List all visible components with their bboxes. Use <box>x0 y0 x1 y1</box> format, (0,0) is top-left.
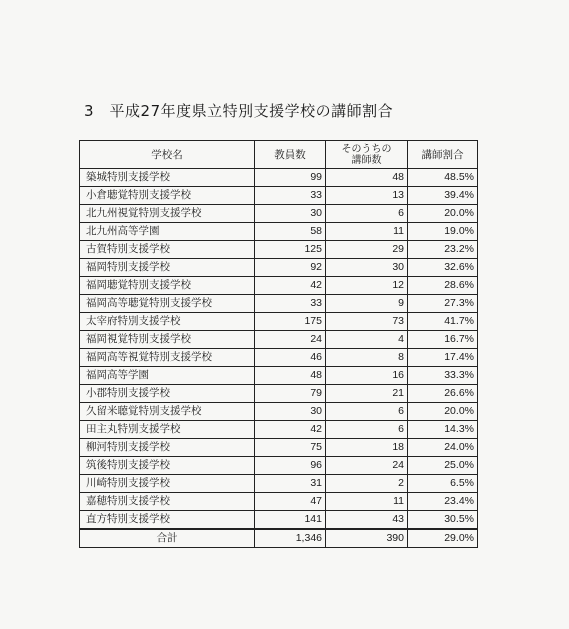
lecturers-cell: 18 <box>326 439 408 457</box>
teachers-cell: 79 <box>255 385 326 403</box>
school-name-cell: 福岡特別支援学校 <box>80 259 255 277</box>
ratio-cell: 23.2% <box>408 241 478 259</box>
teachers-cell: 31 <box>255 475 326 493</box>
table-row <box>80 277 478 295</box>
table-row <box>80 187 478 205</box>
teachers-cell: 33 <box>255 187 326 205</box>
table-row <box>80 205 478 223</box>
total-label: 合計 <box>80 529 255 548</box>
lecturers-cell: 6 <box>326 403 408 421</box>
ratio-cell: 24.0% <box>408 439 478 457</box>
school-name-cell: 北九州高等学園 <box>80 223 255 241</box>
school-name-cell: 筑後特別支援学校 <box>80 457 255 475</box>
table-row <box>80 331 478 349</box>
school-name-cell: 福岡高等聴覚特別支援学校 <box>80 295 255 313</box>
lecturers-cell: 6 <box>326 421 408 439</box>
school-name-cell: 小郡特別支援学校 <box>80 385 255 403</box>
header-lecturers-line2: 講師数 <box>351 154 382 166</box>
lecturers-cell: 24 <box>326 457 408 475</box>
school-name-cell: 北九州視覚特別支援学校 <box>80 205 255 223</box>
ratio-cell: 32.6% <box>408 259 478 277</box>
school-name-cell: 福岡視覚特別支援学校 <box>80 331 255 349</box>
ratio-cell: 26.6% <box>408 385 478 403</box>
lecturers-cell: 11 <box>326 493 408 511</box>
ratio-cell: 48.5% <box>408 169 478 187</box>
teachers-cell: 175 <box>255 313 326 331</box>
table-row <box>80 223 478 241</box>
ratio-cell: 41.7% <box>408 313 478 331</box>
school-name-cell: 福岡聴覚特別支援学校 <box>80 277 255 295</box>
school-name-cell: 古賀特別支援学校 <box>80 241 255 259</box>
ratio-cell: 6.5% <box>408 475 478 493</box>
lecturers-cell: 73 <box>326 313 408 331</box>
lecturers-cell: 29 <box>326 241 408 259</box>
teachers-cell: 24 <box>255 331 326 349</box>
ratio-cell: 33.3% <box>408 367 478 385</box>
teachers-cell: 99 <box>255 169 326 187</box>
header-ratio: 講師割合 <box>408 141 478 169</box>
teachers-cell: 47 <box>255 493 326 511</box>
ratio-cell: 30.5% <box>408 511 478 530</box>
teachers-cell: 96 <box>255 457 326 475</box>
ratio-cell: 25.0% <box>408 457 478 475</box>
teachers-cell: 46 <box>255 349 326 367</box>
lecturers-cell: 21 <box>326 385 408 403</box>
table-row <box>80 421 478 439</box>
lecturers-cell: 2 <box>326 475 408 493</box>
ratio-cell: 17.4% <box>408 349 478 367</box>
school-name-cell: 田主丸特別支援学校 <box>80 421 255 439</box>
ratio-cell: 27.3% <box>408 295 478 313</box>
header-school: 学校名 <box>80 141 255 169</box>
ratio-cell: 16.7% <box>408 331 478 349</box>
table-row <box>80 475 478 493</box>
lecturers-cell: 30 <box>326 259 408 277</box>
lecturers-cell: 13 <box>326 187 408 205</box>
table-row <box>80 367 478 385</box>
table-row <box>80 295 478 313</box>
teachers-cell: 42 <box>255 277 326 295</box>
lecturers-cell: 8 <box>326 349 408 367</box>
lecturers-cell: 4 <box>326 331 408 349</box>
lecturers-cell: 6 <box>326 205 408 223</box>
table-row <box>80 349 478 367</box>
lecturers-cell: 11 <box>326 223 408 241</box>
total-teachers: 1,346 <box>255 529 326 548</box>
table-row <box>80 241 478 259</box>
ratio-cell: 28.6% <box>408 277 478 295</box>
teachers-cell: 30 <box>255 403 326 421</box>
school-name-cell: 柳河特別支援学校 <box>80 439 255 457</box>
table-row <box>80 439 478 457</box>
table-row <box>80 403 478 421</box>
lecturers-cell: 12 <box>326 277 408 295</box>
teachers-cell: 42 <box>255 421 326 439</box>
teachers-cell: 30 <box>255 205 326 223</box>
school-name-cell: 嘉穂特別支援学校 <box>80 493 255 511</box>
teachers-cell: 58 <box>255 223 326 241</box>
school-name-cell: 福岡高等学園 <box>80 367 255 385</box>
lecturer-ratio-table <box>79 140 478 548</box>
table-row <box>80 511 478 530</box>
ratio-cell: 20.0% <box>408 403 478 421</box>
header-teachers: 教員数 <box>255 141 326 169</box>
table-row <box>80 169 478 187</box>
ratio-cell: 39.4% <box>408 187 478 205</box>
table-header-row <box>80 141 478 169</box>
lecturers-cell: 43 <box>326 511 408 530</box>
school-name-cell: 久留米聴覚特別支援学校 <box>80 403 255 421</box>
total-lecturers: 390 <box>326 529 408 548</box>
lecturer-ratio-table-container <box>79 140 478 548</box>
ratio-cell: 20.0% <box>408 205 478 223</box>
teachers-cell: 125 <box>255 241 326 259</box>
table-row <box>80 385 478 403</box>
teachers-cell: 33 <box>255 295 326 313</box>
total-ratio: 29.0% <box>408 529 478 548</box>
table-row <box>80 313 478 331</box>
school-name-cell: 築城特別支援学校 <box>80 169 255 187</box>
header-lecturers-line1: そのうちの <box>341 143 392 155</box>
ratio-cell: 23.4% <box>408 493 478 511</box>
table-row <box>80 493 478 511</box>
lecturers-cell: 16 <box>326 367 408 385</box>
table-row <box>80 457 478 475</box>
lecturers-cell: 9 <box>326 295 408 313</box>
school-name-cell: 太宰府特別支援学校 <box>80 313 255 331</box>
ratio-cell: 19.0% <box>408 223 478 241</box>
header-lecturers <box>326 141 408 169</box>
school-name-cell: 直方特別支援学校 <box>80 511 255 530</box>
table-row <box>80 259 478 277</box>
teachers-cell: 141 <box>255 511 326 530</box>
school-name-cell: 川崎特別支援学校 <box>80 475 255 493</box>
teachers-cell: 75 <box>255 439 326 457</box>
school-name-cell: 福岡高等視覚特別支援学校 <box>80 349 255 367</box>
lecturers-cell: 48 <box>326 169 408 187</box>
teachers-cell: 92 <box>255 259 326 277</box>
school-name-cell: 小倉聴覚特別支援学校 <box>80 187 255 205</box>
page-title: 3 平成27年度県立特別支援学校の講師割合 <box>84 102 394 120</box>
table-total-row <box>80 529 478 548</box>
teachers-cell: 48 <box>255 367 326 385</box>
ratio-cell: 14.3% <box>408 421 478 439</box>
